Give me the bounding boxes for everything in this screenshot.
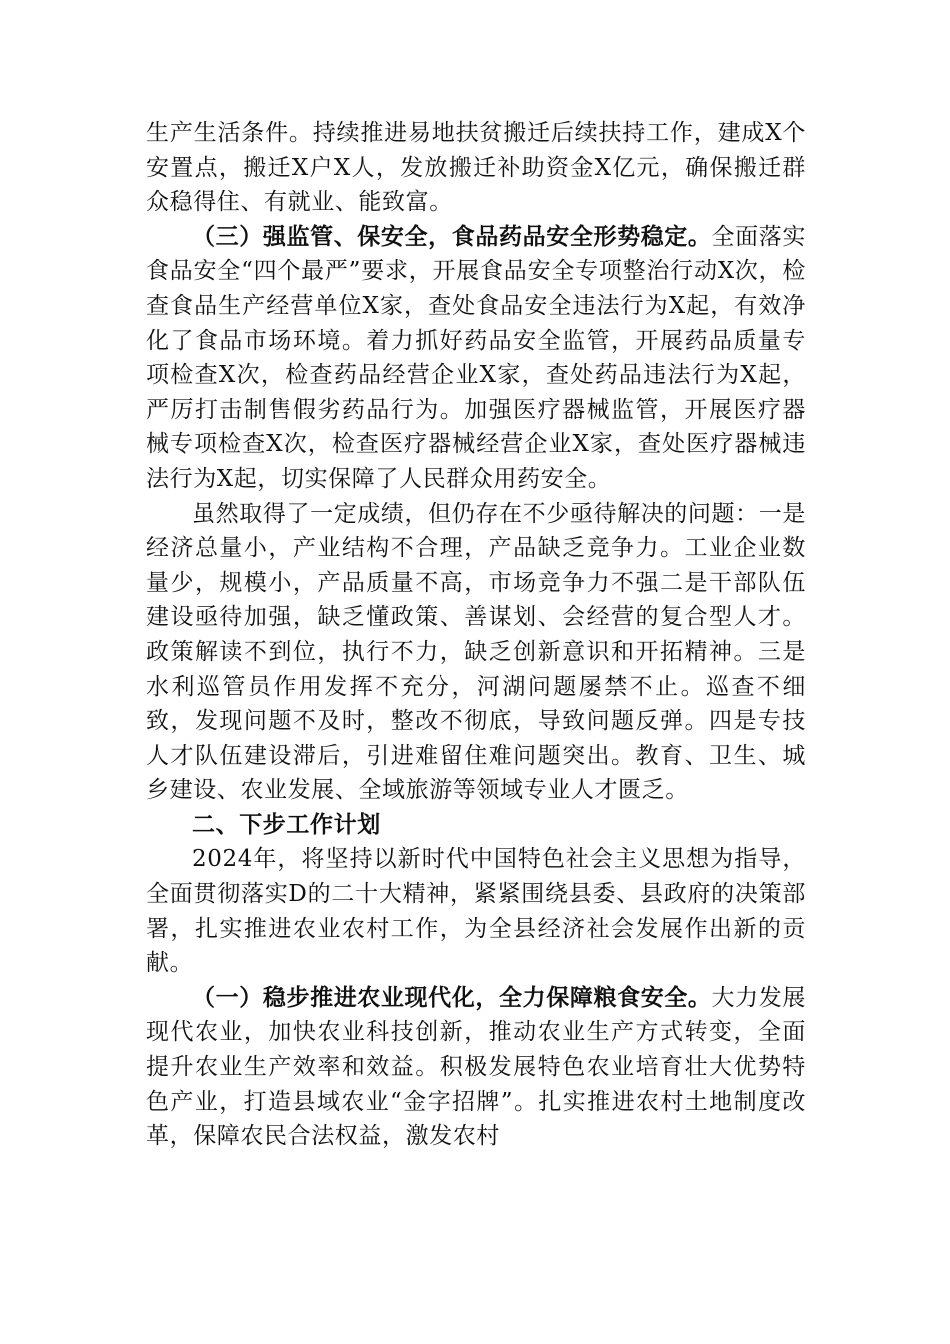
document-page bbox=[146, 116, 806, 1154]
paragraph-agri-modernization bbox=[146, 981, 806, 1154]
section-body-agri: 大力发展现代农业，加快农业科技创新，推动农业生产方式转变，全面提升农业生产效率和效益。积极发展特色农业培育壮大优势特色产业，打造县域农业“金字招牌”。扎实推进农村土地制度改革，保障农民合法权益，激发农村 bbox=[146, 984, 806, 1150]
section-heading-next-plan: 二、下步工作计划 bbox=[192, 811, 381, 838]
section-body-food-drug: 全面落实食品安全“四个最严”要求，开展食品安全专项整治行动X次，检查食品生产经营单位X家，查处食品安全违法行为X起，有效净化了食品市场环境。着力抓好药品安全监管，开展药品质量专项检查X次，检查药品经营企业X家，查处药品违法行为X起，严厉打击制售假劣药品行为。加强医疗器械监管，开展医疗器械专项检查X次，检查医疗器械经营企业X家，查处医疗器械违法行为X起，切实保障了人民群众用药安全。 bbox=[146, 223, 806, 492]
section-lead-agri: （一）稳步推进农业现代化，全力保障粮食安全。 bbox=[192, 983, 712, 1011]
paragraph-problems: 虽然取得了一定成绩，但仍存在不少亟待解决的问题：一是经济总量小，产业结构不合理，产品缺乏竞争力。工业企业数量少，规模小，产品质量不高，市场竞争力不强二是干部队伍建设亟待加强，缺乏懂政策、善谋划、会经营的复合型人才。政策解读不到位，执行不力，缺乏创新意识和开拓精神。三是水利巡管员作用发挥不充分，河湖问题屡禁不止。巡查不细致，发现问题不及时，整改不彻底，导致问题反弹。四是专技人才队伍建设滞后，引进难留住难问题突出。教育、卫生、城乡建设、农业发展、全域旅游等领域专业人才匮乏。 bbox=[146, 500, 806, 804]
paragraph-food-drug-safety bbox=[146, 220, 806, 497]
section-lead-food-drug: （三）强监管、保安全，食品药品安全形势稳定。 bbox=[192, 222, 712, 250]
paragraph-living-conditions: 生产生活条件。持续推进易地扶贫搬迁后续扶持工作，建成X个安置点，搬迁X户X人，发放搬迁补助资金X亿元，确保搬迁群众稳得住、有就业、能致富。 bbox=[146, 120, 806, 216]
paragraph-2024-plan: 2024年，将坚持以新时代中国特色社会主义思想为指导，全面贯彻落实D的二十大精神，紧紧围绕县委、县政府的决策部署，扎实推进农业农村工作，为全县经济社会发展作出新的贡献。 bbox=[146, 846, 806, 977]
